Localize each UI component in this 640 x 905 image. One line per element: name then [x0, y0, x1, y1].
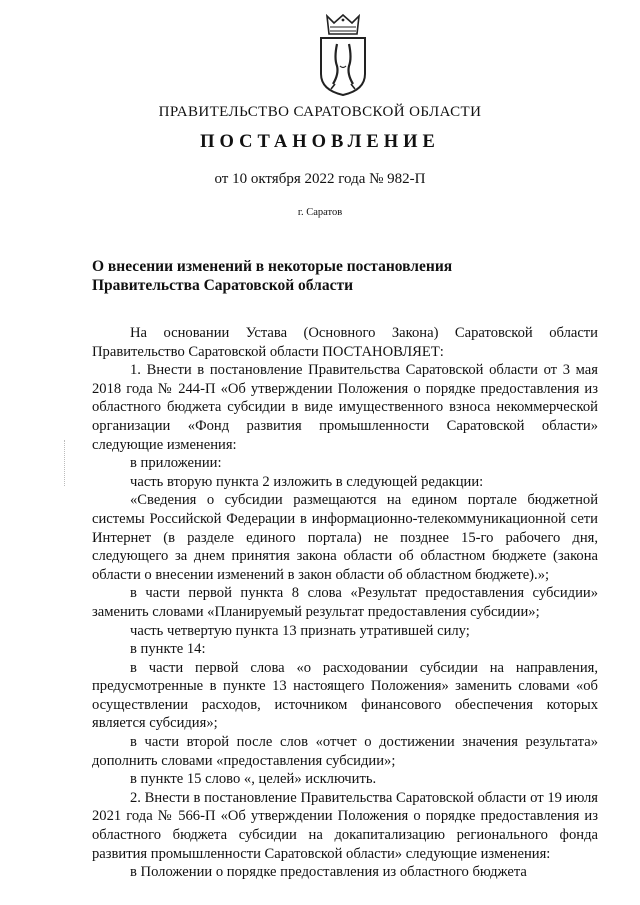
- document-type: ПОСТАНОВЛЕНИЕ: [200, 132, 440, 152]
- coat-of-arms-icon: [318, 14, 368, 96]
- body-paragraph: 2. Внести в постановление Правительства Саратовской области от 19 июля 2021 года № 566-П «Об утверждении Положения о порядке предоставления из областного бюджета субсидии на докапитализацию регионального фонда развития промышленности Саратовской области» следующие изменения:: [92, 789, 598, 862]
- body-paragraph: в части второй после слов «отчет о достижении значения результата» дополнить словами «предоставления субсидии»;: [92, 734, 598, 769]
- body-paragraph: в части первой пункта 8 слова «Результат предоставления субсидии» заменить словами «Планируемый результат предоставления субсидии»;: [92, 585, 598, 620]
- body-paragraph: 1. Внести в постановление Правительства Саратовской области от 3 мая 2018 года № 244-П «Об утверждении Положения о порядке предоставления из областного бюджета субсидии в виде имущественного взноса некоммерческой организации «Фонд развития промышленности Саратовской области» следующие изменения:: [92, 362, 598, 453]
- body-paragraph: в части первой слова «о расходовании субсидии на направления, предусмотренные в пункте 13 настоящего Положения» заменить словами «об осуществлении расходов, источником финансового обеспечения которых является субсидия»;: [92, 659, 598, 732]
- subject-line-1: О внесении изменений в некоторые постановления: [92, 258, 453, 275]
- body-paragraph: в пункте 14:: [130, 641, 206, 658]
- document-date-number: от 10 октября 2022 года № 982-П: [214, 171, 426, 187]
- document-city: г. Саратов: [297, 207, 343, 218]
- body-paragraph: в приложении:: [130, 455, 222, 472]
- subject-line-2: Правительства Саратовской области: [92, 277, 353, 294]
- margin-mark: [64, 440, 66, 486]
- body-paragraph: часть вторую пункта 2 изложить в следующей редакции:: [130, 473, 484, 490]
- government-name: ПРАВИТЕЛЬСТВО САРАТОВСКОЙ ОБЛАСТИ: [158, 104, 482, 120]
- body-paragraph: в Положении о порядке предоставления из областного бюджета: [130, 864, 527, 881]
- body-paragraph: в пункте 15 слово «, целей» исключить.: [130, 771, 377, 788]
- document-subject: [92, 257, 472, 295]
- body-paragraph: На основании Устава (Основного Закона) Саратовской области Правительство Саратовской области ПОСТАНОВЛЯЕТ:: [92, 325, 598, 360]
- document-body: [92, 324, 598, 882]
- body-paragraph: часть четвертую пункта 13 признать утратившей силу;: [130, 622, 470, 639]
- body-paragraph: «Сведения о субсидии размещаются на едином портале бюджетной системы Российской Федерации в информационно-телекоммуникационной сети Интернет (в разделе единого портала) не позднее 15-го рабочего дня, следующего за днем принятия закона области об областном бюджете (закона области о внесении изменений в закон области об областном бюджете).»;: [92, 492, 598, 583]
